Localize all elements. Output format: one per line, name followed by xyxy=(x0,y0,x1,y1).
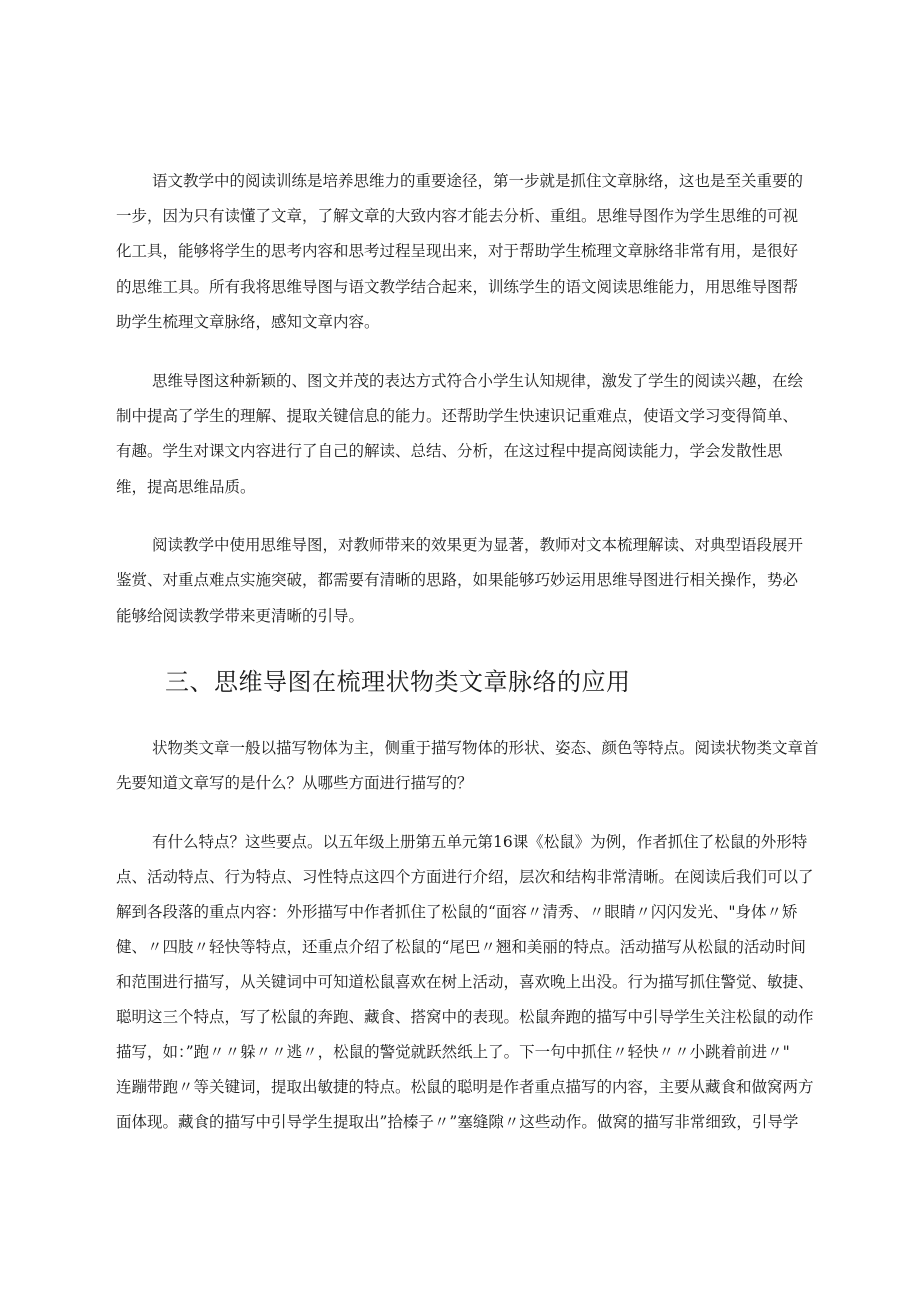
text-line: 一步，因为只有读懂了文章，了解文章的大致内容才能去分析、重组。思维导图作为学生思维的可视 xyxy=(116,207,799,225)
section-heading: 三、思维导图在梳理状物类文章脉络的应用 xyxy=(165,668,631,696)
text-line: 语文教学中的阅读训练是培养思维力的重要途径，第一步就是抓住文章脉络，这也是至关重要的 xyxy=(152,172,804,190)
text-line: 聪明这三个特点，写了松鼠的奔跑、藏食、搭窝中的表现。松鼠奔跑的描写中引导学生关注松鼠的动作 xyxy=(116,1008,814,1026)
text-line: 点、活动特点、行为特点、习性特点这四个方面进行介绍，层次和结构非常清晰。在阅读后我们可以了 xyxy=(116,868,814,886)
text-line: 健、〃四肢〃轻快等特点，还重点介绍了松鼠的“尾巴〃翘和美丽的特点。活动描写从松鼠的活动时间 xyxy=(116,938,806,956)
text-line: 有什么特点？这些要点。以五年级上册第五单元第16课《松鼠》为例，作者抓住了松鼠的外形特 xyxy=(152,833,808,851)
text-line: 的思维工具。所有我将思维导图与语文教学结合起来，训练学生的语文阅读思维能力，用思维导图帮 xyxy=(116,278,799,296)
text-line: 连蹦带跑〃等关键词，提取出敏捷的特点。松鼠的聪明是作者重点描写的内容，主要从藏食和做窝两方 xyxy=(116,1078,814,1096)
text-line: 思维导图这种新颖的、图文并茂的表达方式符合小学生认知规律，激发了学生的阅读兴趣，在绘 xyxy=(152,372,804,390)
text-line: 状物类文章一般以描写物体为主，侧重于描写物体的形状、姿态、颜色等特点。阅读状物类文章首 xyxy=(152,739,819,757)
text-line: 解到各段落的重点内容：外形描写中作者抓住了松鼠的“面容〃清秀、〃眼睛〃闪闪发光、"身体〃矫 xyxy=(116,903,798,921)
text-line: 助学生梳理文章脉络，感知文章内容。 xyxy=(116,313,380,331)
text-line: 阅读教学中使用思维导图，对教师带来的效果更为显著，教师对文本梳理解读、对典型语段展开 xyxy=(152,536,804,554)
text-line: 和范围进行描写，从关键词中可知道松鼠喜欢在树上活动，喜欢晚上出没。行为描写抓住警觉、敏捷、 xyxy=(116,973,814,991)
text-line: 描写，如：”跑〃〃躲〃〃逃〃，松鼠的警觉就跃然纸上了。下一句中抓住〃轻快〃〃小跳着前进〃" xyxy=(116,1043,790,1061)
text-line: 制中提高了学生的理解、提取关键信息的能力。还帮助学生快速识记重难点，使语文学习变得简单、 xyxy=(116,407,799,425)
text-line: 有趣。学生对课文内容进行了自己的解读、总结、分析，在这过程中提高阅读能力，学会发散性思 xyxy=(116,442,783,460)
text-line: 能够给阅读教学带来更清晰的引导。 xyxy=(116,607,365,625)
text-line: 面体现。藏食的描写中引导学生提取出”拾榛子〃”塞缝隙〃这些动作。做窝的描写非常细致，引导学 xyxy=(116,1113,799,1131)
text-line: 维，提高思维品质。 xyxy=(116,478,256,496)
text-line: 化工具，能够将学生的思考内容和思考过程呈现出来，对于帮助学生梳理文章脉络非常有用，是很好 xyxy=(116,242,799,260)
text-line: 先要知道文章写的是什么？从哪些方面进行描写的？ xyxy=(116,774,473,792)
text-line: 鉴赏、对重点难点实施突破，都需要有清晰的思路，如果能够巧妙运用思维导图进行相关操作，势必 xyxy=(116,571,799,589)
